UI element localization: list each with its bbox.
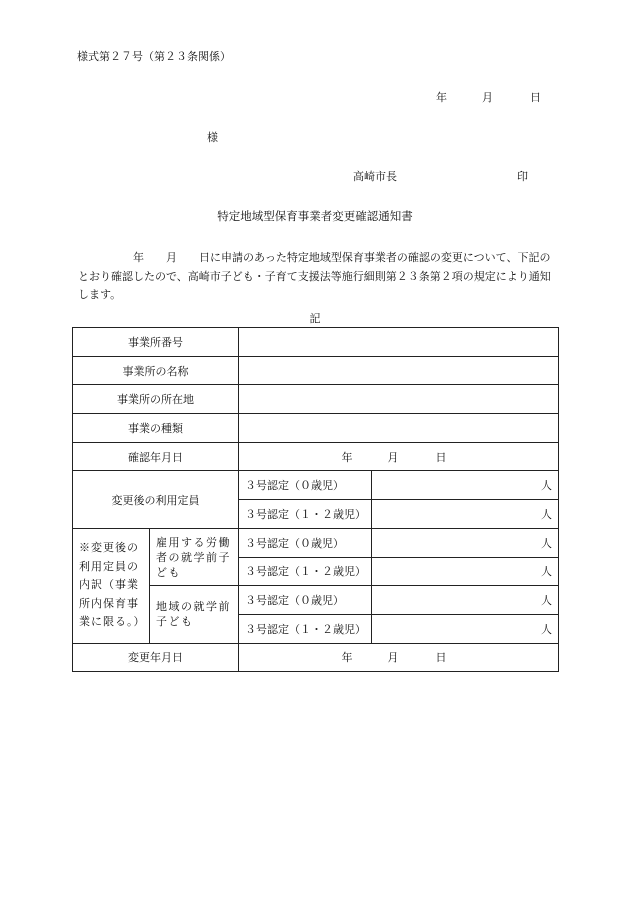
day-label: 日 (435, 651, 447, 665)
date-month-label: 月 (482, 91, 493, 104)
employee-age12-value[interactable]: 人 (372, 557, 559, 586)
capacity-age0-value[interactable]: 人 (372, 471, 559, 500)
cert-age12-label: ３号認定（１・２歳児） (239, 614, 372, 643)
office-address-value[interactable] (239, 385, 559, 414)
office-number-value[interactable] (239, 328, 559, 357)
form-number: 様式第２７号（第２３条関係） (77, 50, 231, 63)
month-label: 月 (387, 450, 399, 464)
table-row (73, 356, 559, 385)
month-label: 月 (387, 651, 399, 665)
capacity-age12-value[interactable]: 人 (372, 500, 559, 529)
year-label: 年 (341, 450, 353, 464)
employee-age0-value[interactable]: 人 (372, 528, 559, 557)
confirmation-date-label: 確認年月日 (73, 442, 239, 471)
office-name-value[interactable] (239, 356, 559, 385)
issuer-name: 高崎市長 (353, 170, 397, 183)
date-day-label: 日 (530, 91, 541, 104)
table-row (73, 385, 559, 414)
table-row (73, 414, 559, 443)
date-year-label: 年 (436, 91, 447, 104)
business-type-label: 事業の種類 (73, 414, 239, 443)
employee-children-label: 雇用する労働 者の就学前子 ども (150, 528, 239, 585)
office-address-label: 事業所の所在地 (73, 385, 239, 414)
ki-heading: 記 (309, 312, 321, 325)
breakdown-note: ※変更後の 利用定員の 内訳（事業 所内保育事 業に限る。） (73, 528, 150, 643)
body-paragraph: 年 月 日に申請のあった特定地域型保育事業者の確認の変更について、下記のとおり確認したので、高崎市子ども・子育て支援法等施行細則第２３条第２項の規定により通知します。 (78, 251, 551, 301)
table-row (73, 328, 559, 357)
cert-age12-label: ３号認定（１・２歳児） (239, 500, 372, 529)
local-age0-value[interactable]: 人 (372, 586, 559, 615)
document-title: 特定地域型保育事業者変更確認通知書 (217, 209, 413, 223)
day-label: 日 (435, 450, 447, 464)
cert-age0-label: ３号認定（０歳児） (239, 471, 372, 500)
table-row (73, 471, 559, 500)
local-children-label: 地域の就学前 子ども (150, 586, 239, 643)
cert-age12-label: ３号認定（１・２歳児） (239, 557, 372, 586)
table-row (73, 528, 559, 557)
cert-age0-label: ３号認定（０歳児） (239, 586, 372, 615)
details-table (72, 327, 559, 672)
business-type-value[interactable] (239, 414, 559, 443)
change-date-label: 変更年月日 (73, 643, 239, 672)
confirmation-date-value[interactable] (239, 442, 559, 471)
local-age12-value[interactable]: 人 (372, 614, 559, 643)
cert-age0-label: ３号認定（０歳児） (239, 528, 372, 557)
office-name-label: 事業所の名称 (73, 356, 239, 385)
year-label: 年 (341, 651, 353, 665)
addressee-honorific: 様 (207, 131, 218, 144)
table-row (73, 442, 559, 471)
change-date-value[interactable] (239, 643, 559, 672)
seal-mark: 印 (517, 170, 528, 183)
table-row (73, 643, 559, 672)
office-number-label: 事業所番号 (73, 328, 239, 357)
capacity-after-change-label: 変更後の利用定員 (73, 471, 239, 528)
